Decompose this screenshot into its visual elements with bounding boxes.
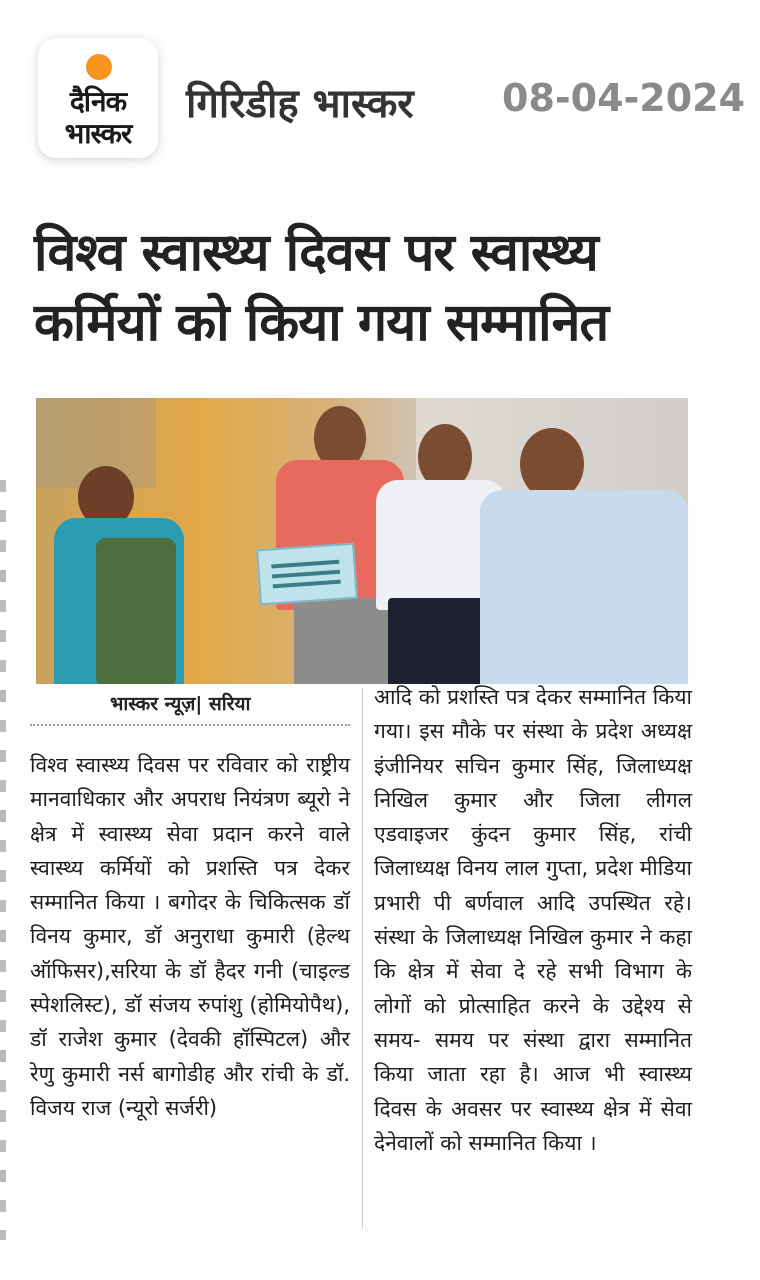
- app-header: [0, 0, 760, 200]
- logo-text-bhaskar: भास्कर: [64, 117, 132, 150]
- adjacent-column-edge: [0, 480, 6, 1240]
- article-byline: भास्कर न्यूज़| सरिया: [110, 693, 251, 715]
- logo-text-dainik: दैनिक: [69, 85, 127, 118]
- certificate: [256, 543, 358, 606]
- sun-icon: [86, 54, 112, 80]
- column-divider: [362, 688, 363, 1228]
- article-photo: [36, 398, 688, 684]
- article-headline: विश्व स्वास्थ्य दिवस पर स्वास्थ्य कर्मियों को किया गया सम्मानित: [34, 223, 609, 353]
- article-body-right-column: आदि को प्रशस्ति पत्र देकर सम्मानित किया गया। इस मौके पर संस्था के प्रदेश अध्यक्ष इंजीनियर सचिन कुमार सिंह, जिलाध्यक्ष निखिल कुमार और जिला लीगल एडवाइजर कुंदन कुमार सिंह, रांची जिलाध्यक्ष विनय लाल गुप्ता, प्रदेश मीडिया प्रभारी पी बर्णवाल आदि उपस्थित रहे। संस्था के जिलाध्यक्ष निखिल कुमार ने कहा कि क्षेत्र में सेवा दे रहे सभी विभाग के लोगों को प्रोत्साहित करने के उद्देश्य से समय- समय पर संस्था द्वारा सम्मानित किया जाता रहा है। आज भी स्वास्थ्य दिवस के अवसर पर स्वास्थ्य क्षेत्र में सेवा देनेवालों को सम्मानित किया ।: [374, 685, 692, 1155]
- dainik-bhaskar-logo[interactable]: [38, 38, 158, 158]
- edition-name: गिरिडीह भास्कर: [186, 81, 414, 127]
- byline-divider: [30, 724, 350, 726]
- edition-date: 08-04-2024: [502, 76, 746, 120]
- article-body-left-column: विश्व स्वास्थ्य दिवस पर रविवार को राष्ट्रीय मानवाधिकार और अपराध नियंत्रण ब्यूरो ने क्षेत्र में स्वास्थ्य सेवा प्रदान करने वाले स्वास्थ्य कर्मियों को प्रशस्ति पत्र देकर सम्मानित किया । बगोदर के चिकित्सक डॉ विनय कुमार, डॉ अनुराधा कुमारी (हेल्थ ऑफिसर),सरिया के डॉ हैदर गनी (चाइल्ड स्पेशलिस्ट), डॉ संजय रुपांशु (होमियोपैथ), डॉ राजेश कुमार (देवकी हॉस्पिटल) और रेणु कुमारी नर्स बागोडीह और रांची के डॉ. विजय राज (न्यूरो सर्जरी): [30, 753, 350, 1120]
